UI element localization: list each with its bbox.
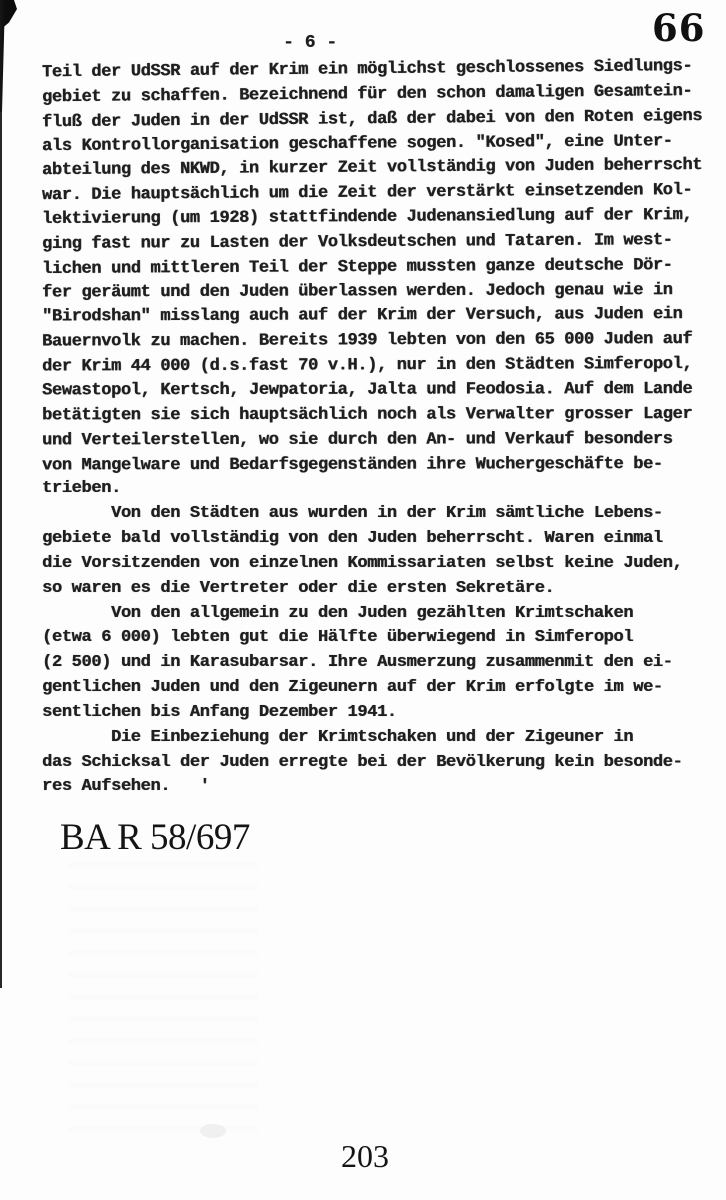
typewritten-line: Teil der UdSSR auf der Krim ein möglichst geschlossenes Siedlungs- <box>41 57 693 83</box>
archive-reference: BA R 58/697 <box>60 817 250 858</box>
typewritten-line: fluß der Juden in der UdSSR ist, daß der dabei von den Roten eigens <box>41 106 703 133</box>
typewritten-line: so waren es die Vertreter oder die ersten Sekretäre. <box>42 578 555 598</box>
typewritten-line: (etwa 6 000) lebten gut die Hälfte überwiegend in Simferopol <box>42 628 634 648</box>
typewritten-line: war. Die hauptsächlich um die Zeit der verstärkt einsetzenden Kol- <box>41 181 693 206</box>
typewritten-line: lektivierung (um 1928) stattfindende Judenansiedlung auf der Krim, <box>41 206 693 230</box>
typewritten-line: Von den Städten aus wurden in der Krim sämtliche Lebens- <box>42 504 663 524</box>
typewritten-line: res Aufsehen. ' <box>42 777 210 797</box>
typewritten-line: lichen und mittleren Teil der Steppe mussten ganze deutsche Dör- <box>41 255 673 279</box>
typewritten-text-block <box>42 55 702 800</box>
folio-number: 66 <box>652 6 706 50</box>
typewritten-line: trieben. <box>42 479 121 499</box>
typewritten-line: gentlichen Juden und den Zigeunern auf der Krim erfolgte im we- <box>42 678 663 698</box>
typewritten-line: als Kontrollorganisation geschaffene sogen. "Kosed", eine Unter- <box>41 131 673 156</box>
scan-artifact-bleed-through <box>68 862 258 1142</box>
typewritten-line: von Mangelware und Bedarfsgegenständen ihre Wuchergeschäfte be- <box>41 454 663 475</box>
typewritten-line: betätigten sie sich hauptsächlich noch als Verwalter grosser Lager <box>41 404 693 426</box>
typewritten-line: Bauernvolk zu machen. Bereits 1939 lebten von den 65 000 Juden auf <box>41 330 693 352</box>
typewritten-line: ging fast nur zu Lasten der Volksdeutschen und Tataren. Im west- <box>41 231 673 254</box>
typewritten-line: Sewastopol, Kertsch, Jewpatoria, Jalta und Feodosia. Auf dem Lande <box>41 379 693 401</box>
scan-artifact-left-edge <box>0 0 2 988</box>
footer-page-number: 203 <box>341 1138 389 1174</box>
typewritten-line: die Vorsitzenden von einzelnen Kommissariaten selbst keine Juden, <box>42 553 683 573</box>
typewritten-line: das Schicksal der Juden erregte bei der Bevölkerung kein besonde- <box>42 752 683 772</box>
typewritten-line: (2 500) und in Karasubarsar. Ihre Ausmerzung zusammenmit den ei- <box>42 653 673 673</box>
typewritten-line: der Krim 44 000 (d.s.fast 70 v.H.), nur in den Städten Simferopol, <box>41 355 693 377</box>
scan-artifact-smudge <box>200 1124 226 1138</box>
typewritten-line: "Birodshan" misslang auch auf der Krim der Versuch, aus Juden ein <box>41 305 683 327</box>
running-head-page-number: - 6 - <box>283 33 338 53</box>
typewritten-line: gebiet zu schaffen. Bezeichnend für den schon damaligen Gesamtein- <box>41 81 693 108</box>
typewritten-line: abteilung des NKWD, in kurzer Zeit vollständig von Juden beherrscht <box>41 156 703 181</box>
typewritten-line: fer geräumt und den Juden überlassen werden. Jedoch genau wie in <box>41 280 673 303</box>
typewritten-line: Die Einbeziehung der Krimtschaken und der Zigeuner in <box>42 727 634 747</box>
typewritten-line: sentlichen bis Anfang Dezember 1941. <box>42 702 397 722</box>
typewritten-line: gebiete bald vollständig von den Juden beherrscht. Waren einmal <box>42 529 663 549</box>
typewritten-line: und Verteilerstellen, wo sie durch den An- und Verkauf besonders <box>41 429 673 451</box>
typewritten-line: Von den allgemein zu den Juden gezählten Krimtschaken <box>42 603 634 623</box>
